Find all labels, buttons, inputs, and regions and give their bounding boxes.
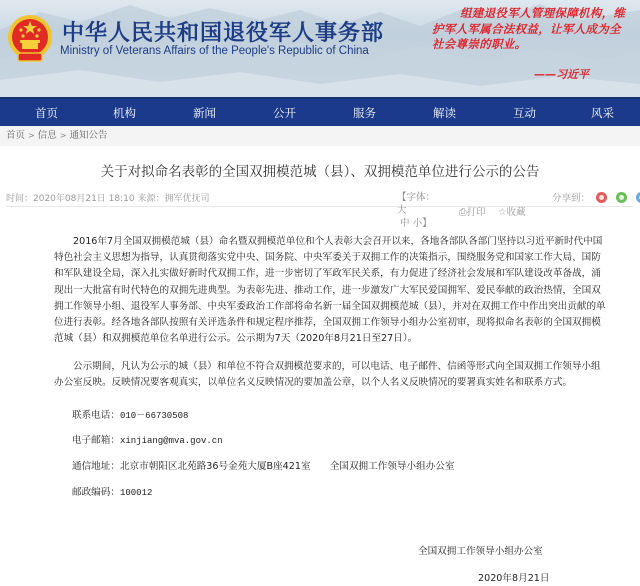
breadcrumb-home[interactable]: 首页 (6, 130, 26, 141)
favorite-label: 收藏 (506, 207, 526, 218)
quote-author: ——习近平 (534, 68, 589, 81)
favorite-button[interactable] (498, 204, 526, 218)
breadcrumb-separator: > (59, 131, 67, 140)
nav-item-organization[interactable]: 机构 (113, 106, 136, 120)
main-nav (0, 97, 640, 126)
article-paragraph: 公示期间，凡认为公示的城（县）和单位不符合双拥模范要求的，可以电话、电子邮件、信函等形式向全国双拥工作领导小组办公室反映。反映情况要客观真实，以单位名义反映情况的要加盖公章，以个人名义反映情况的要署真实姓名和联系方式。 (54, 361, 601, 389)
nav-item-showcase[interactable]: 风采 (591, 106, 614, 120)
nav-item-interpretation[interactable]: 解读 (433, 106, 456, 120)
article-meta: 时间：2020年08月21日 18:10 来源：拥军优抚司 (6, 194, 210, 204)
article-title: 关于对拟命名表彰的全国双拥模范城（县）、双拥模范单位进行公示的公告 (100, 164, 540, 180)
site-header (0, 0, 640, 97)
font-size-small[interactable]: 小 (412, 218, 423, 229)
nav-item-home[interactable]: 首页 (35, 106, 58, 120)
breadcrumb-notices[interactable]: 通知公告 (69, 130, 108, 141)
signature-date: 2020年8月21日 (478, 573, 550, 584)
meta-divider (6, 206, 634, 207)
signature-organization: 全国双拥工作领导小组办公室 (418, 546, 543, 557)
breadcrumb-separator: > (28, 131, 35, 140)
national-emblem-icon (6, 13, 54, 65)
font-size-large[interactable]: 大 (397, 205, 407, 216)
font-size-medium[interactable]: 中 (400, 218, 410, 229)
address-value: 北京市朝阳区北苑路36号金苑大厦B座421室 全国双拥工作领导小组办公室 (119, 461, 455, 472)
star-icon: ☆ (498, 207, 507, 218)
site-title-en: Ministry of Veterans Affairs of the People's Republic of China (60, 45, 369, 57)
nav-item-interaction[interactable]: 互动 (513, 106, 536, 120)
breadcrumb-info[interactable]: 信息 (37, 130, 57, 141)
share-bar (552, 190, 640, 204)
breadcrumb (0, 126, 640, 146)
leader-quote: 组建退役军人管理保障机构，维护军人军属合法权益，让军人成为全社会尊崇的职业。 (432, 6, 626, 51)
nav-item-news[interactable]: 新闻 (193, 106, 216, 120)
email-label: 电子邮箱： (72, 435, 120, 446)
weibo-share-icon[interactable] (596, 192, 607, 203)
phone-label: 联系电话： (72, 410, 120, 421)
qzone-share-icon[interactable] (636, 192, 640, 203)
article-paragraph: 2016年7月全国双拥模范城（县）命名暨双拥模范单位和个人表彰大会召开以来，各地各部队各部门坚持以习近平新时代中国特色社会主义思想为指导，认真贯彻落实党中央、国务院、中央军委关于双拥工作的决策指示，围绕服务党和国家工作大局、国防和军队建设全局，深入扎实做好新时代双拥工作，进一步密切了军政军民关系，有力促进了经济社会发展和军队建设改革备战，涌现出一大批富有时代特色的双拥先进典型。为表彰先进、推动工作，进一步激发广大军民爱国拥军、爱民奉献的政治热情，全国双拥工作领导小组、退役军人事务部、中央军委政治工作部将命名新一届全国双拥模范城（县），并对在双拥工作中作出突出贡献的单位进行表彰。经各地各部队按照有关评选条件和规定程序推荐，全国双拥工作领导小组办公室初审，现将拟命名表彰的全国双拥模范城（县）和双拥模范单位名单进行公示。公示期为7天（2020年8月21日至27日）。 (54, 236, 606, 345)
nav-item-disclosure[interactable]: 公开 (273, 106, 296, 120)
phone-value: 010－66730508 (119, 411, 189, 421)
print-button[interactable] (459, 204, 486, 218)
print-label: 打印 (466, 207, 486, 218)
font-size-label: 【字体： (397, 192, 436, 203)
postcode-value: 100012 (119, 488, 153, 498)
font-size-control (397, 191, 439, 230)
contact-address (72, 458, 454, 472)
font-size-close: 】 (422, 218, 432, 229)
printer-icon: ⎙ (459, 207, 467, 218)
contact-phone (72, 407, 188, 421)
postcode-label: 邮政编码： (72, 487, 120, 498)
site-title-cn: 中华人民共和国退役军人事务部 (62, 20, 385, 46)
contact-email (72, 432, 223, 446)
address-label: 通信地址： (72, 461, 120, 472)
email-value[interactable]: xinjiang@mva.gov.cn (119, 436, 223, 446)
nav-item-services[interactable]: 服务 (353, 106, 376, 120)
contact-postcode (72, 484, 152, 498)
share-label: 分享到： (552, 193, 591, 204)
wechat-share-icon[interactable] (616, 192, 627, 203)
